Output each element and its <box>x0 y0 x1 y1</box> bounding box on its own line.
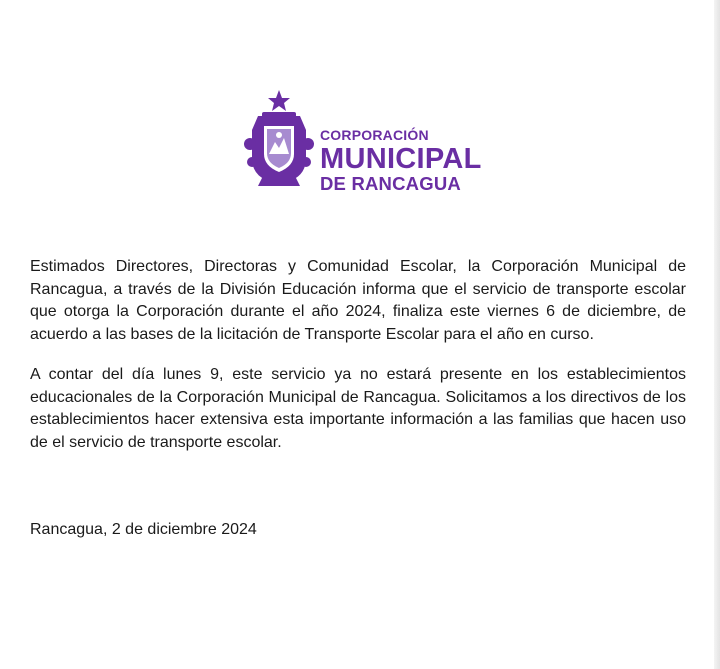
closing-place-date: Rancagua, 2 de diciembre 2024 <box>30 521 257 538</box>
logo-line-municipal: MUNICIPAL <box>320 143 482 175</box>
corporacion-logo <box>244 88 484 192</box>
logo-line-corporacion: CORPORACIÓN <box>320 127 429 143</box>
logo-line-de-rancagua: DE RANCAGUA <box>320 173 461 194</box>
body-paragraph-1: Estimados Directores, Directoras y Comunidad Escolar, la Corporación Municipal de Rancagua, a través de la División Educación informa que el servicio de transporte escolar que otorga la Corporación durante el año 2024, finaliza este viernes 6 de diciembre, de acuerdo a las bases de la licitación de Transporte Escolar para el año en curso. <box>30 258 686 343</box>
logo-wordmark <box>320 128 482 194</box>
body-paragraph-2: A contar del día lunes 9, este servicio ya no estará presente en los establecimientos educacionales de la Corporación Municipal de Rancagua. Solicitamos a los directivos de los establecimientos hacer extensiva esta importante información a las familias que hacen uso de el servicio de transporte escolar. <box>30 366 686 451</box>
page-edge-shadow <box>714 0 720 669</box>
coat-of-arms-seal <box>244 88 314 192</box>
